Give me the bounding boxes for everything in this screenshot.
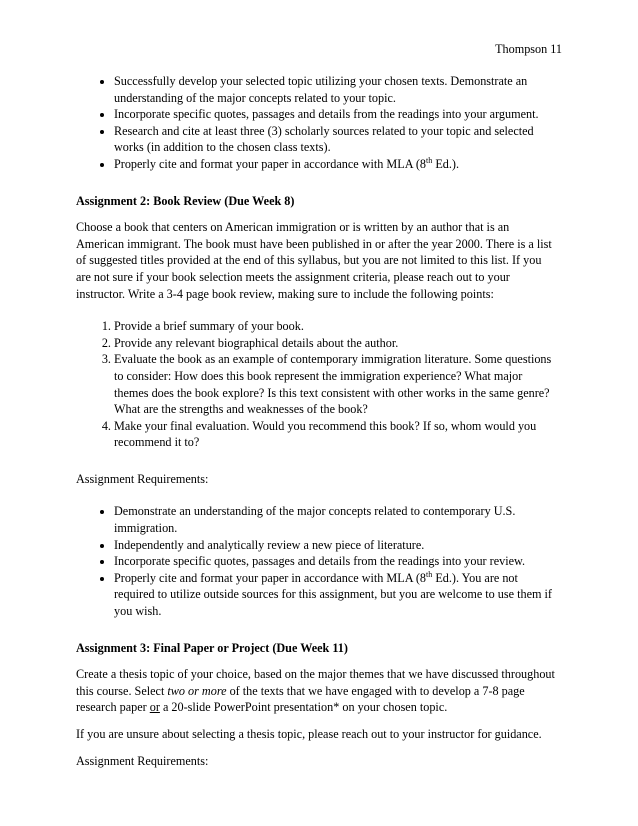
superscript: th — [426, 569, 433, 579]
list-item: • Incorporate specific quotes, passages and details from the readings into your argument. — [114, 106, 556, 123]
assignment-3-requirements-label: Assignment Requirements: — [76, 753, 209, 768]
list-item — [114, 156, 556, 173]
mla-text: Properly cite and format your paper in accordance with MLA (8 — [114, 570, 427, 585]
assignment-2-requirements-label: Assignment Requirements: — [76, 471, 209, 486]
assignment-3-heading: Assignment 3: Final Paper or Project (Due Week 11) — [76, 640, 348, 655]
list-item: • Independently and analytically review a new piece of literature. — [114, 537, 556, 554]
superscript: th — [426, 155, 433, 165]
emphasis-text: two or more — [167, 683, 227, 698]
list-item: • Incorporate specific quotes, passages and details from the readings into your review. — [114, 553, 556, 570]
assignment-3-description — [76, 666, 556, 716]
description-text: of the texts that we have engaged with to develop a 7-8 page research paper — [76, 683, 525, 715]
list-item: 4. Make your final evaluation. Would you recommend this book? If so, whom would you recommend it to? — [114, 418, 556, 451]
mla-text: Properly cite and format your paper in accordance with MLA (8 — [114, 156, 427, 171]
list-item: 2. Provide any relevant biographical details about the author. — [114, 335, 556, 352]
list-item — [114, 570, 556, 620]
assignment-2-requirements — [76, 503, 556, 619]
description-text: Create a thesis topic of your choice, based on the major themes that we have discussed throughout this course. Select — [76, 667, 555, 698]
page-header: Thompson 11 — [495, 42, 562, 56]
book-review-points — [76, 318, 556, 451]
list-item: • Demonstrate an understanding of the major concepts related to contemporary U.S. immigration. — [114, 503, 556, 536]
assignment-2-heading: Assignment 2: Book Review (Due Week 8) — [76, 193, 295, 208]
assignment-2-description: Choose a book that centers on American immigration or is written by an author that is an American immigrant. The book must have been published in or after the year 2000. There is a list of suggested titles provided at the end of this syllabus, but you are not limited to this list. If you are not sure if your book selection meets the assignment criteria, please reach out to your instructor. Write a 3-4 page book review, making sure to include the following points: — [76, 220, 552, 301]
list-item: 3. Evaluate the book as an example of contemporary immigration literature. Some questions to consider: How does this book represent the immigration experience? What major themes does the book explore? Is this text consistent with other works in the same genre? What are the strengths and weaknesses of the book? — [114, 351, 556, 417]
mla-text-end: Ed.). — [432, 156, 460, 171]
underlined-text: or — [149, 700, 160, 715]
assignment-3-guidance: If you are unsure about selecting a thesis topic, please reach out to your instructor for guidance. — [76, 727, 542, 741]
page-content — [76, 73, 556, 769]
list-item: • Successfully develop your selected topic utilizing your chosen texts. Demonstrate an understanding of the major concepts related to your topic. — [114, 73, 556, 106]
list-item: 1. Provide a brief summary of your book. — [114, 318, 556, 335]
mla-text-end: Ed.). You are not required to utilize outside sources for this assignment, but you are welcome to use them if you wish. — [114, 570, 552, 619]
objectives-list — [76, 73, 556, 173]
description-text: a 20-slide PowerPoint presentation* on your chosen topic. — [159, 700, 448, 715]
list-item: • Research and cite at least three (3) scholarly sources related to your topic and selected works (in addition to the chosen class texts). — [114, 123, 556, 156]
